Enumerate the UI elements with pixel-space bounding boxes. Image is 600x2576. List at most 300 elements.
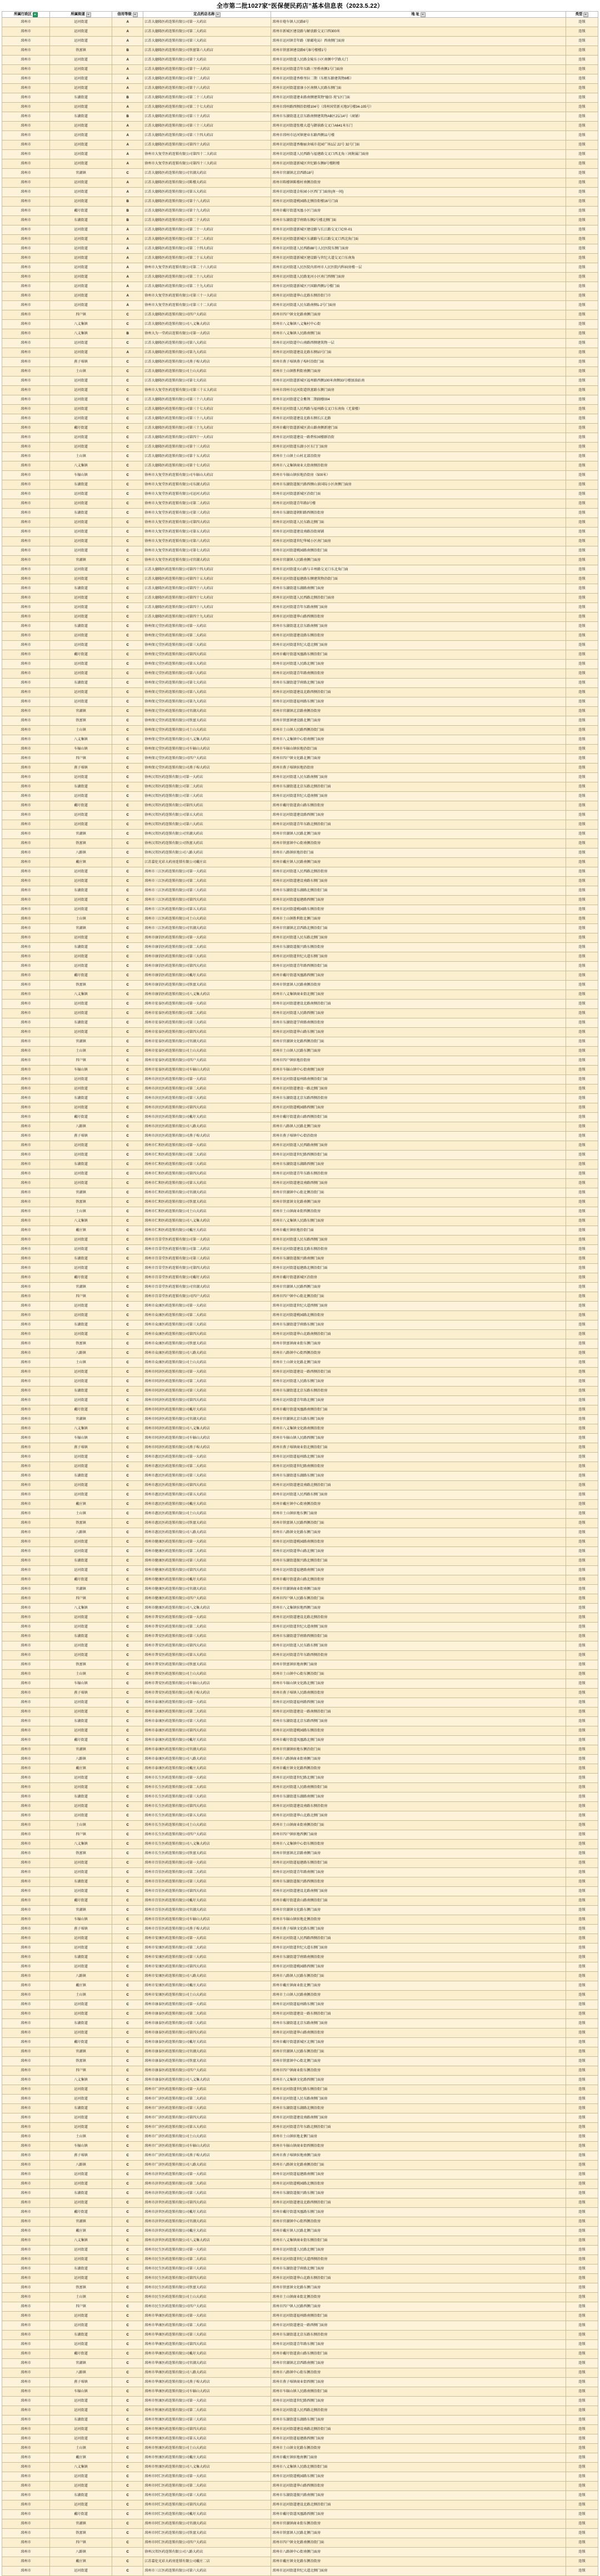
cell-street[interactable]: 运河街道 bbox=[50, 490, 112, 499]
table-row[interactable] bbox=[2, 1689, 598, 1698]
cell-street[interactable]: 八义集镇 bbox=[50, 461, 112, 471]
filter-icon-name[interactable] bbox=[216, 12, 221, 17]
cell-address[interactable]: 邳州市运河街道世纪大道东侧门面房 bbox=[271, 952, 566, 962]
cell-name[interactable]: 邳州市泰康医药连锁有限公司第三大药店 bbox=[143, 1717, 271, 1726]
cell-street[interactable]: 燕子埠镇 bbox=[50, 358, 112, 367]
cell-street[interactable]: 东湖街道 bbox=[50, 2264, 112, 2274]
table-row[interactable] bbox=[2, 1254, 598, 1264]
cell-type[interactable]: 连锁 bbox=[566, 1594, 598, 1604]
cell-name[interactable]: 邳州市健康医药连锁有限公司第二大药店 bbox=[143, 1547, 271, 1556]
cell-street[interactable]: 运河街道 bbox=[50, 122, 112, 131]
table-row[interactable] bbox=[2, 2208, 598, 2217]
cell-name[interactable]: 邳州市普安医药连锁有限公司第五大药店 bbox=[143, 1651, 271, 1660]
table-row[interactable] bbox=[2, 971, 598, 981]
cell-type[interactable]: 连锁 bbox=[566, 1066, 598, 1075]
cell-credit[interactable]: C bbox=[112, 1453, 143, 1462]
cell-street[interactable]: 四户镇 bbox=[50, 754, 112, 764]
cell-street[interactable]: 运河街道 bbox=[50, 631, 112, 641]
cell-street[interactable]: 运河街道 bbox=[50, 1481, 112, 1490]
cell-type[interactable]: 连锁 bbox=[566, 565, 598, 575]
cell-address[interactable]: 邳州市运河街道青年路西侧沿街门面 bbox=[271, 962, 566, 971]
cell-street[interactable]: 官湖镇 bbox=[50, 1906, 112, 1915]
cell-street[interactable]: 运河街道 bbox=[50, 2321, 112, 2331]
table-row[interactable] bbox=[2, 2321, 598, 2331]
cell-credit[interactable]: C bbox=[112, 971, 143, 981]
table-row[interactable] bbox=[2, 1037, 598, 1047]
cell-credit[interactable]: C bbox=[112, 1670, 143, 1679]
cell-street[interactable]: 八义集镇 bbox=[50, 1840, 112, 1849]
cell-credit[interactable]: C bbox=[112, 2312, 143, 2321]
cell-name[interactable]: 江苏大德隆医药连锁有限公司第四十四大药店 bbox=[143, 565, 271, 575]
cell-type[interactable]: 连锁 bbox=[566, 2236, 598, 2246]
cell-credit[interactable]: C bbox=[112, 1906, 143, 1915]
cell-region[interactable]: 邳州市 bbox=[2, 1207, 50, 1217]
cell-type[interactable]: 连锁 bbox=[566, 178, 598, 188]
cell-credit[interactable]: C bbox=[112, 2453, 143, 2463]
cell-street[interactable]: 运河街道 bbox=[50, 2246, 112, 2255]
cell-address[interactable]: 邳州市东湖街道振兴路北侧沿街门面 bbox=[271, 1556, 566, 1566]
cell-address[interactable]: 邳州市东湖街道东湖路西侧门面房 bbox=[271, 1160, 566, 1169]
cell-street[interactable]: 铁富镇 bbox=[50, 2283, 112, 2293]
table-row[interactable] bbox=[2, 688, 598, 697]
cell-region[interactable]: 邳州市 bbox=[2, 273, 50, 282]
cell-type[interactable]: 连锁 bbox=[566, 1500, 598, 1509]
cell-type[interactable]: 连锁 bbox=[566, 2406, 598, 2416]
cell-credit[interactable]: C bbox=[112, 1056, 143, 1066]
cell-name[interactable]: 邳州市泰康医药连锁有限公司第四大药店 bbox=[143, 1726, 271, 1736]
cell-credit[interactable]: C bbox=[112, 1538, 143, 1547]
cell-address[interactable]: 邳州市八义集镇人民路南侧门面 bbox=[271, 329, 566, 339]
cell-name[interactable]: 邳州市仁和医药连锁有限公司第四大药店 bbox=[143, 1169, 271, 1179]
cell-street[interactable]: 土山镇 bbox=[50, 726, 112, 735]
cell-name[interactable]: 邳州市百佳医药连锁有限公司第一大药店 bbox=[143, 1859, 271, 1868]
cell-region[interactable]: 邳州市 bbox=[2, 2010, 50, 2019]
cell-name[interactable]: 邳州市健康医药连锁有限公司四户大药店 bbox=[143, 1594, 271, 1604]
cell-credit[interactable]: C bbox=[112, 1254, 143, 1264]
cell-region[interactable]: 邳州市 bbox=[2, 2472, 50, 2482]
cell-name[interactable]: 邳州市广济医药连锁有限公司第四大药店 bbox=[143, 2113, 271, 2123]
cell-region[interactable]: 邳州市 bbox=[2, 1764, 50, 1774]
cell-credit[interactable]: C bbox=[112, 1236, 143, 1245]
cell-address[interactable]: 邳州市燕子埠镇燕子埠村沿街门面 bbox=[271, 358, 566, 367]
cell-address[interactable]: 邳州市运河街道桃园路南侧沿街门面 bbox=[271, 546, 566, 556]
cell-address[interactable]: 邳州市运河街道福建路东侧沿街门面 bbox=[271, 1859, 566, 1868]
cell-credit[interactable]: C bbox=[112, 320, 143, 329]
cell-name[interactable]: 徐州市大复堂医药连锁有限公司官湖大药店 bbox=[143, 556, 271, 565]
cell-street[interactable]: 运河街道 bbox=[50, 414, 112, 424]
cell-address[interactable]: 邳州市八义集镇驻地西侧门面房 bbox=[271, 1604, 566, 1613]
cell-credit[interactable]: C bbox=[112, 2095, 143, 2104]
column-header-name[interactable] bbox=[143, 12, 271, 18]
cell-street[interactable]: 官湖镇 bbox=[50, 556, 112, 565]
cell-type[interactable]: 连锁 bbox=[566, 1018, 598, 1028]
cell-name[interactable]: 徐州市大复堂医药连锁有限公司第三十五大药店 bbox=[143, 386, 271, 395]
cell-credit[interactable]: C bbox=[112, 707, 143, 716]
cell-street[interactable]: 运河街道 bbox=[50, 1236, 112, 1245]
cell-name[interactable]: 邳州市普安医药连锁有限公司燕子埠大药店 bbox=[143, 1689, 271, 1698]
table-row[interactable] bbox=[2, 2274, 598, 2283]
cell-street[interactable]: 运河街道 bbox=[50, 140, 112, 150]
cell-name[interactable]: 徐州市大复堂医药连锁有限公司东湖大药店 bbox=[143, 480, 271, 490]
cell-credit[interactable]: C bbox=[112, 716, 143, 726]
cell-address[interactable]: 邳州市戴圩街道新城区北侧门面房 bbox=[271, 2038, 566, 2047]
cell-name[interactable]: 江苏大德隆医药连锁有限公司第十三大药店 bbox=[143, 443, 271, 452]
cell-region[interactable]: 邳州市 bbox=[2, 188, 50, 197]
cell-name[interactable]: 邳州市济世医药连锁有限公司戴庄大药店 bbox=[143, 2227, 271, 2236]
cell-name[interactable]: 江苏大德隆医药连锁有限公司第二十三大药店 bbox=[143, 93, 271, 103]
cell-name[interactable]: 邳州市同济医药连锁有限公司燕子埠大药店 bbox=[143, 1443, 271, 1453]
cell-credit[interactable]: A bbox=[112, 65, 143, 74]
cell-name[interactable]: 邳州市长生医药连锁有限公司第五大药店 bbox=[143, 1811, 271, 1821]
cell-street[interactable]: 运河街道 bbox=[50, 1075, 112, 1084]
cell-credit[interactable]: C bbox=[112, 1509, 143, 1519]
cell-name[interactable]: 江苏大德隆医药连锁有限公司四户大药店 bbox=[143, 310, 271, 320]
table-row[interactable] bbox=[2, 2038, 598, 2047]
cell-region[interactable]: 邳州市 bbox=[2, 1075, 50, 1084]
cell-address[interactable]: 徐州市邳州市运河街道铁富路东侧门面房 bbox=[271, 386, 566, 395]
cell-type[interactable]: 连锁 bbox=[566, 603, 598, 612]
cell-name[interactable]: 徐州保元堂医药连锁有限公司第二大药店 bbox=[143, 631, 271, 641]
table-row[interactable] bbox=[2, 877, 598, 886]
cell-name[interactable]: 邳州市济民医药连锁有限公司戴圩大药店 bbox=[143, 1113, 271, 1122]
cell-address[interactable]: 邳州市东湖街道北京东路北侧沿街门面 bbox=[271, 782, 566, 792]
cell-street[interactable]: 东湖街道 bbox=[50, 943, 112, 952]
cell-name[interactable]: 江苏大德隆医药连锁有限公司第一大药店 bbox=[143, 18, 271, 27]
cell-name[interactable]: 徐州保元堂医药连锁有限公司土山大药店 bbox=[143, 726, 271, 735]
cell-region[interactable]: 邳州市 bbox=[2, 877, 50, 886]
cell-street[interactable]: 铁富镇 bbox=[50, 1339, 112, 1349]
cell-type[interactable]: 连锁 bbox=[566, 716, 598, 726]
cell-type[interactable]: 连锁 bbox=[566, 1037, 598, 1047]
cell-credit[interactable]: C bbox=[112, 2349, 143, 2359]
cell-name[interactable]: 徐州汉邦医药连锁有限公司第三大药店 bbox=[143, 792, 271, 801]
table-row[interactable] bbox=[2, 358, 598, 367]
cell-type[interactable]: 连锁 bbox=[566, 2010, 598, 2019]
table-row[interactable] bbox=[2, 1453, 598, 1462]
cell-name[interactable]: 徐州保元堂医药连锁有限公司第九大药店 bbox=[143, 697, 271, 707]
cell-address[interactable]: 邳州市运河街道青年路北侧门面房 bbox=[271, 1396, 566, 1405]
cell-credit[interactable]: C bbox=[112, 952, 143, 962]
cell-region[interactable]: 邳州市 bbox=[2, 1726, 50, 1736]
cell-region[interactable]: 邳州市 bbox=[2, 1915, 50, 1925]
cell-address[interactable]: 邳州市官湖镇驻地东侧沿街门面 bbox=[271, 1745, 566, 1755]
cell-street[interactable]: 运河街道 bbox=[50, 178, 112, 188]
cell-name[interactable]: 徐州汉邦医药连锁有限公司八路大药店 bbox=[143, 848, 271, 858]
cell-region[interactable]: 邳州市 bbox=[2, 2482, 50, 2491]
cell-credit[interactable]: C bbox=[112, 896, 143, 905]
cell-street[interactable]: 铁富镇 bbox=[50, 716, 112, 726]
cell-street[interactable]: 东湖街道 bbox=[50, 1953, 112, 1962]
table-row[interactable] bbox=[2, 74, 598, 84]
cell-credit[interactable]: C bbox=[112, 867, 143, 877]
cell-street[interactable]: 土山镇 bbox=[50, 915, 112, 924]
cell-street[interactable]: 官湖镇 bbox=[50, 1283, 112, 1292]
cell-region[interactable]: 邳州市 bbox=[2, 329, 50, 339]
cell-address[interactable]: 邳州市运河街道人民西路西侧沿街门面 bbox=[271, 1934, 566, 1944]
cell-type[interactable]: 连锁 bbox=[566, 131, 598, 140]
cell-type[interactable]: 连锁 bbox=[566, 1906, 598, 1915]
cell-type[interactable]: 连锁 bbox=[566, 915, 598, 924]
cell-credit[interactable]: C bbox=[112, 1575, 143, 1585]
cell-credit[interactable]: C bbox=[112, 915, 143, 924]
cell-address[interactable]: 邳州市东湖街道振兴路东侧门面房 bbox=[271, 2189, 566, 2198]
table-row[interactable] bbox=[2, 405, 598, 414]
table-row[interactable] bbox=[2, 2028, 598, 2038]
cell-street[interactable]: 车辐山镇 bbox=[50, 1434, 112, 1443]
cell-credit[interactable]: C bbox=[112, 858, 143, 867]
cell-type[interactable]: 连锁 bbox=[566, 575, 598, 584]
cell-address[interactable]: 邳州市戴庄镇驻地沿街门面 bbox=[271, 1226, 566, 1236]
cell-type[interactable]: 连锁 bbox=[566, 2161, 598, 2170]
cell-name[interactable]: 江苏大德隆医药连锁有限公司第九大药店 bbox=[143, 348, 271, 358]
table-row[interactable] bbox=[2, 2349, 598, 2359]
cell-address[interactable]: 邳州市运河街道华山北路东侧沿街门面 bbox=[271, 2274, 566, 2283]
cell-credit[interactable]: C bbox=[112, 811, 143, 820]
cell-credit[interactable]: C bbox=[112, 2180, 143, 2189]
cell-credit[interactable]: C bbox=[112, 2076, 143, 2085]
cell-region[interactable]: 邳州市 bbox=[2, 2434, 50, 2444]
table-row[interactable] bbox=[2, 1811, 598, 1821]
cell-address[interactable]: 邳州市运河街道世纪大道南侧门面房 bbox=[271, 792, 566, 801]
cell-region[interactable]: 邳州市 bbox=[2, 395, 50, 405]
cell-name[interactable]: 邳州市华康医药连锁有限公司燕子埠大药店 bbox=[143, 2378, 271, 2387]
cell-address[interactable]: 邳州市运河街道新城区建设路与世纪大道交叉口东南角 bbox=[271, 254, 566, 263]
cell-credit[interactable]: C bbox=[112, 1141, 143, 1151]
cell-credit[interactable]: C bbox=[112, 310, 143, 320]
cell-region[interactable]: 邳州市 bbox=[2, 905, 50, 915]
cell-credit[interactable]: C bbox=[112, 1764, 143, 1774]
cell-street[interactable]: 运河街道 bbox=[50, 1169, 112, 1179]
table-row[interactable] bbox=[2, 792, 598, 801]
cell-type[interactable]: 连锁 bbox=[566, 1689, 598, 1698]
cell-credit[interactable]: C bbox=[112, 2302, 143, 2312]
cell-credit[interactable]: C bbox=[112, 745, 143, 754]
cell-region[interactable]: 邳州市 bbox=[2, 2104, 50, 2113]
cell-type[interactable]: 连锁 bbox=[566, 1132, 598, 1141]
cell-street[interactable]: 东湖街道 bbox=[50, 886, 112, 896]
cell-street[interactable]: 东湖街道 bbox=[50, 1018, 112, 1028]
cell-credit[interactable]: C bbox=[112, 1434, 143, 1443]
cell-type[interactable]: 连锁 bbox=[566, 1708, 598, 1717]
cell-credit[interactable]: C bbox=[112, 2057, 143, 2066]
cell-credit[interactable]: C bbox=[112, 1566, 143, 1575]
cell-street[interactable]: 运河街道 bbox=[50, 2095, 112, 2104]
cell-region[interactable]: 邳州市 bbox=[2, 225, 50, 235]
cell-address[interactable]: 邳州市戴圩街道黄山路西侧沿街门面 bbox=[271, 1113, 566, 1122]
cell-name[interactable]: 邳州市仁和医药连锁有限公司第一大药店 bbox=[143, 1141, 271, 1151]
filter-icon-type[interactable] bbox=[583, 12, 588, 17]
cell-credit[interactable]: C bbox=[112, 1264, 143, 1273]
cell-street[interactable]: 官湖镇 bbox=[50, 2359, 112, 2368]
cell-type[interactable]: 连锁 bbox=[566, 2198, 598, 2208]
cell-address[interactable]: 邳州市运河街道建设路西侧门面房 bbox=[271, 811, 566, 820]
cell-region[interactable]: 邳州市 bbox=[2, 943, 50, 952]
cell-name[interactable]: 邳州市泰康医药连锁有限公司官湖大药店 bbox=[143, 1745, 271, 1755]
cell-type[interactable]: 连锁 bbox=[566, 1745, 598, 1755]
cell-region[interactable]: 邳州市 bbox=[2, 2283, 50, 2293]
cell-credit[interactable]: C bbox=[112, 1613, 143, 1623]
cell-type[interactable]: 连锁 bbox=[566, 1877, 598, 1887]
cell-credit[interactable]: C bbox=[112, 1217, 143, 1226]
cell-street[interactable]: 燕子埠镇 bbox=[50, 1689, 112, 1698]
table-row[interactable] bbox=[2, 518, 598, 528]
cell-credit[interactable]: C bbox=[112, 1500, 143, 1509]
table-row[interactable] bbox=[2, 1264, 598, 1273]
cell-street[interactable]: 官湖镇 bbox=[50, 1037, 112, 1047]
cell-address[interactable]: 邳州市运河街道人民东路北侧门面 bbox=[271, 518, 566, 528]
cell-name[interactable]: 邳州市安康医药连锁有限公司戴庄大药店 bbox=[143, 1981, 271, 1991]
cell-credit[interactable]: B bbox=[112, 207, 143, 216]
cell-region[interactable]: 邳州市 bbox=[2, 2538, 50, 2548]
table-row[interactable] bbox=[2, 452, 598, 461]
cell-address[interactable]: 邳州市运河街道福建路东侧建筑物沿街门面 bbox=[271, 575, 566, 584]
cell-type[interactable]: 连锁 bbox=[566, 1991, 598, 2000]
table-row[interactable] bbox=[2, 933, 598, 943]
cell-address[interactable]: 邳州市运河街道建设一路西侧沿街门面 bbox=[271, 1368, 566, 1377]
cell-name[interactable]: 徐州保元堂医药连锁有限公司铁富大药店 bbox=[143, 716, 271, 726]
cell-region[interactable]: 邳州市 bbox=[2, 537, 50, 546]
cell-type[interactable]: 连锁 bbox=[566, 2548, 598, 2557]
cell-address[interactable]: 邳州市运河街道福州路南侧沿街门面 bbox=[271, 1075, 566, 1084]
cell-type[interactable]: 连锁 bbox=[566, 858, 598, 867]
cell-credit[interactable]: C bbox=[112, 886, 143, 896]
cell-region[interactable]: 邳州市 bbox=[2, 1066, 50, 1075]
cell-name[interactable]: 邳州市同济医药连锁有限公司第三大药店 bbox=[143, 1387, 271, 1396]
cell-region[interactable]: 邳州市 bbox=[2, 745, 50, 754]
cell-address[interactable]: 邳州市东湖街道北京东路南侧门面房 bbox=[271, 622, 566, 631]
cell-region[interactable]: 邳州市 bbox=[2, 2529, 50, 2538]
cell-name[interactable]: 邳州市华康医药连锁有限公司车辐山大药店 bbox=[143, 2387, 271, 2397]
cell-name[interactable]: 邳州市济世医药连锁有限公司八义集大药店 bbox=[143, 2236, 271, 2246]
table-row[interactable] bbox=[2, 103, 598, 112]
cell-address[interactable]: 邳州市运河街道人民西路北侧沿街门面房 bbox=[271, 594, 566, 603]
table-row[interactable] bbox=[2, 2283, 598, 2293]
cell-region[interactable]: 邳州市 bbox=[2, 2132, 50, 2142]
cell-credit[interactable]: A bbox=[112, 188, 143, 197]
cell-address[interactable]: 邳州市东湖街道东湖路南侧门面房 bbox=[271, 584, 566, 594]
cell-type[interactable]: 连锁 bbox=[566, 2567, 598, 2576]
table-row[interactable] bbox=[2, 1726, 598, 1736]
cell-region[interactable]: 邳州市 bbox=[2, 339, 50, 348]
cell-street[interactable]: 运河街道 bbox=[50, 56, 112, 65]
cell-type[interactable]: 连锁 bbox=[566, 74, 598, 84]
cell-type[interactable]: 连锁 bbox=[566, 679, 598, 688]
cell-name[interactable]: 江苏大德隆医药连锁有限公司第四十九大药店 bbox=[143, 612, 271, 622]
table-row[interactable] bbox=[2, 1481, 598, 1490]
cell-name[interactable]: 邳州市长生医药连锁有限公司第一大药店 bbox=[143, 1774, 271, 1783]
cell-address[interactable]: 邳州市运河街道福建路西侧门面房 bbox=[271, 896, 566, 905]
cell-region[interactable]: 邳州市 bbox=[2, 169, 50, 178]
cell-region[interactable]: 邳州市 bbox=[2, 1462, 50, 1472]
cell-credit[interactable]: C bbox=[112, 2557, 143, 2567]
cell-name[interactable]: 邳州市普安医药连锁有限公司土山大药店 bbox=[143, 1670, 271, 1679]
cell-region[interactable]: 邳州市 bbox=[2, 2491, 50, 2500]
cell-region[interactable]: 邳州市 bbox=[2, 2217, 50, 2227]
cell-street[interactable]: 运河街道 bbox=[50, 641, 112, 650]
cell-type[interactable]: 连锁 bbox=[566, 2510, 598, 2519]
cell-street[interactable]: 八义集镇 bbox=[50, 2463, 112, 2472]
cell-street[interactable]: 运河街道 bbox=[50, 594, 112, 603]
cell-type[interactable]: 连锁 bbox=[566, 1028, 598, 1037]
cell-street[interactable]: 运河街道 bbox=[50, 1311, 112, 1320]
cell-credit[interactable]: C bbox=[112, 669, 143, 679]
cell-credit[interactable]: C bbox=[112, 2387, 143, 2397]
cell-credit[interactable]: C bbox=[112, 499, 143, 509]
cell-street[interactable]: 东湖街道 bbox=[50, 1387, 112, 1396]
cell-street[interactable]: 东湖街道 bbox=[50, 1254, 112, 1264]
table-row[interactable] bbox=[2, 1405, 598, 1415]
cell-region[interactable]: 邳州市 bbox=[2, 2095, 50, 2104]
cell-address[interactable]: 邳州市戴庄镇文化路东侧沿街房 bbox=[271, 2557, 566, 2567]
cell-credit[interactable]: C bbox=[112, 443, 143, 452]
cell-street[interactable]: 运河街道 bbox=[50, 1783, 112, 1792]
cell-street[interactable]: 运河街道 bbox=[50, 2434, 112, 2444]
cell-street[interactable]: 官湖镇 bbox=[50, 2519, 112, 2529]
cell-credit[interactable]: C bbox=[112, 1490, 143, 1500]
cell-type[interactable]: 连锁 bbox=[566, 244, 598, 254]
cell-region[interactable]: 邳州市 bbox=[2, 2161, 50, 2170]
cell-name[interactable]: 邳州市康泰医药连锁有限公司第二大药店 bbox=[143, 2010, 271, 2019]
cell-region[interactable]: 邳州市 bbox=[2, 2416, 50, 2425]
cell-address[interactable]: 邳州市运河街道建设南路沿街商铺 bbox=[271, 528, 566, 537]
cell-credit[interactable]: C bbox=[112, 1821, 143, 1830]
cell-credit[interactable]: B bbox=[112, 216, 143, 225]
cell-address[interactable]: 邳州市戴庄镇驻地南侧门面房 bbox=[271, 2453, 566, 2463]
cell-type[interactable]: 连锁 bbox=[566, 1169, 598, 1179]
table-row[interactable] bbox=[2, 1169, 598, 1179]
cell-street[interactable]: 运河街道 bbox=[50, 150, 112, 159]
cell-type[interactable]: 连锁 bbox=[566, 1981, 598, 1991]
cell-name[interactable]: 邳州市百草堂医药连锁有限公司戴圩大药店 bbox=[143, 1273, 271, 1283]
table-row[interactable] bbox=[2, 1934, 598, 1944]
cell-type[interactable]: 连锁 bbox=[566, 27, 598, 37]
cell-address[interactable]: 邳州市运河街道桃园路北侧沿街房 bbox=[271, 2180, 566, 2189]
cell-region[interactable]: 邳州市 bbox=[2, 990, 50, 1000]
cell-credit[interactable]: C bbox=[112, 1623, 143, 1632]
cell-street[interactable]: 运河街道 bbox=[50, 1490, 112, 1500]
cell-credit[interactable]: C bbox=[112, 1405, 143, 1415]
cell-region[interactable]: 邳州市 bbox=[2, 376, 50, 386]
cell-type[interactable]: 连锁 bbox=[566, 962, 598, 971]
cell-name[interactable]: 邳州市众康医药连锁有限公司第四大药店 bbox=[143, 1330, 271, 1339]
cell-street[interactable]: 运河街道 bbox=[50, 282, 112, 292]
cell-street[interactable]: 官湖镇 bbox=[50, 707, 112, 716]
cell-type[interactable]: 连锁 bbox=[566, 867, 598, 877]
cell-street[interactable]: 运河街道 bbox=[50, 1368, 112, 1377]
cell-type[interactable]: 连锁 bbox=[566, 2434, 598, 2444]
cell-type[interactable]: 连锁 bbox=[566, 292, 598, 301]
cell-credit[interactable]: C bbox=[112, 395, 143, 405]
table-row[interactable] bbox=[2, 1708, 598, 1717]
table-row[interactable] bbox=[2, 263, 598, 273]
cell-region[interactable]: 邳州市 bbox=[2, 263, 50, 273]
cell-name[interactable]: 邳州市健康医药连锁有限公司第一大药店 bbox=[143, 1538, 271, 1547]
cell-address[interactable]: 邳州市运河街道人民西路88号人民医院东侧门面房 bbox=[271, 244, 566, 254]
cell-street[interactable]: 运河街道 bbox=[50, 811, 112, 820]
cell-name[interactable]: 江苏大德隆医药连锁有限公司第十二大药店 bbox=[143, 74, 271, 84]
cell-type[interactable]: 连锁 bbox=[566, 1273, 598, 1283]
table-row[interactable] bbox=[2, 1915, 598, 1925]
cell-address[interactable]: 邳州市土山镇人民路西侧沿街门面 bbox=[271, 726, 566, 735]
cell-address[interactable]: 邳州市戴庄镇人民路北侧门面房 bbox=[271, 2227, 566, 2236]
cell-type[interactable]: 连锁 bbox=[566, 254, 598, 263]
cell-street[interactable]: 运河街道 bbox=[50, 2198, 112, 2208]
cell-street[interactable]: 四户镇 bbox=[50, 2066, 112, 2076]
cell-region[interactable]: 邳州市 bbox=[2, 594, 50, 603]
cell-region[interactable]: 邳州市 bbox=[2, 2340, 50, 2349]
table-row[interactable] bbox=[2, 169, 598, 178]
table-row[interactable] bbox=[2, 480, 598, 490]
